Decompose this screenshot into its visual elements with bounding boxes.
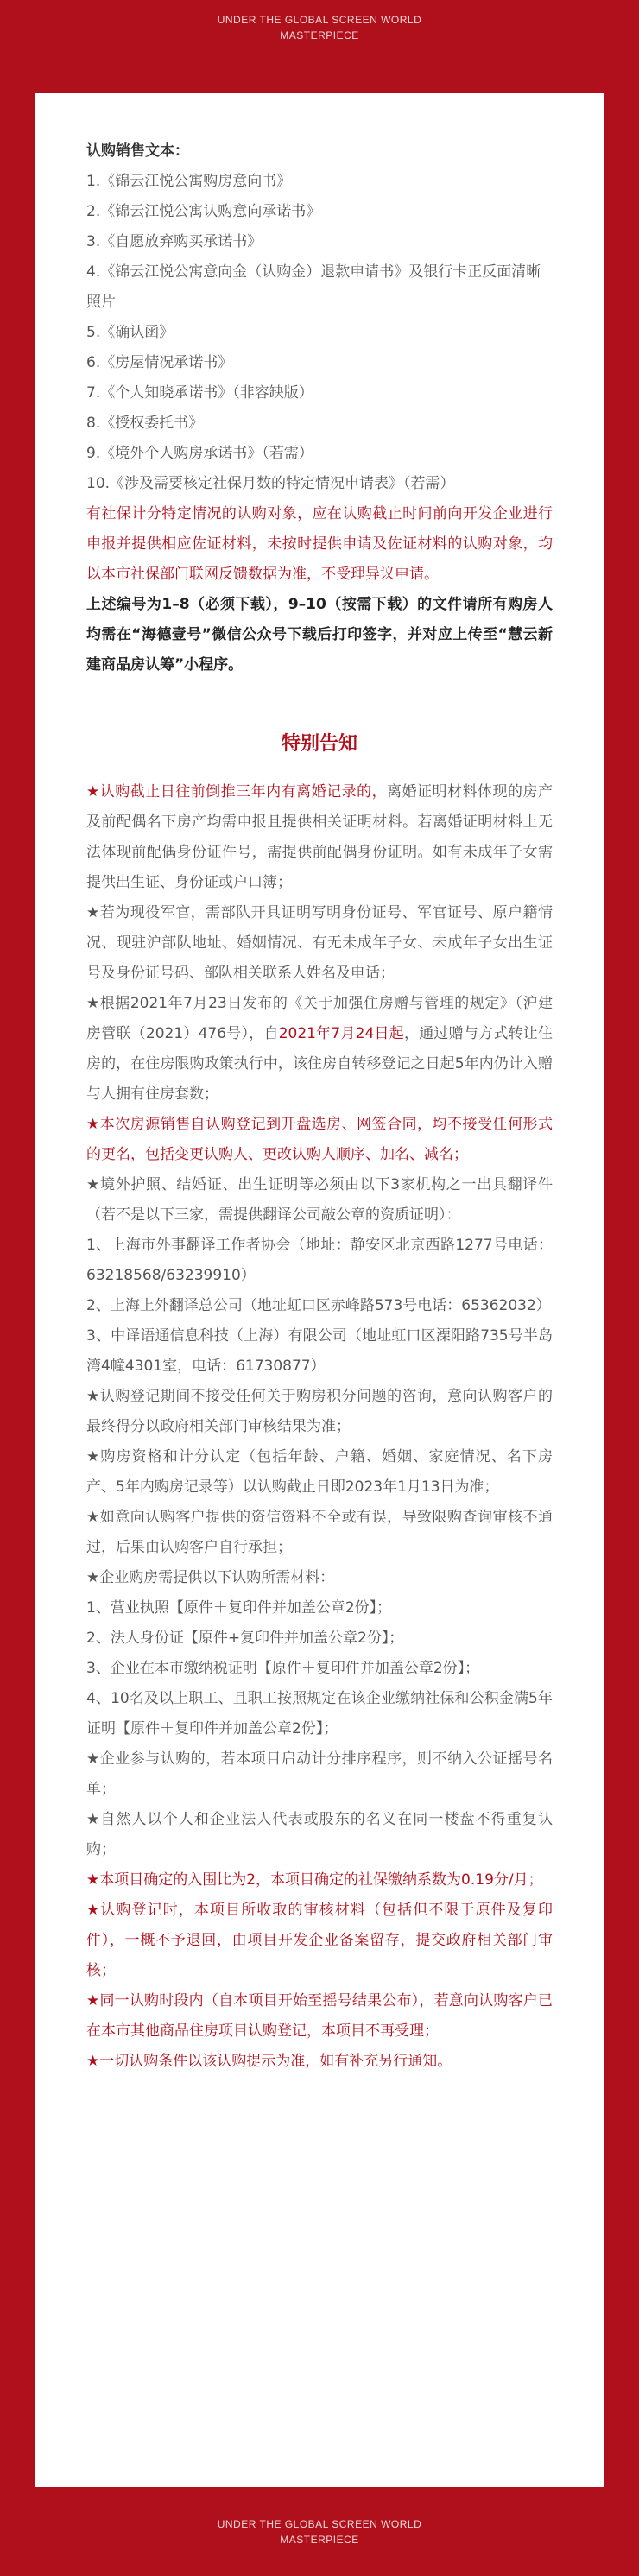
notice-same-period: ★同一认购时段内（自本项目开始至摇号结果公布），若意向认购客户已在本市其他商品住房项目认购登记，本项目不再受理；	[86, 1992, 553, 2040]
notice-no-rename: ★本次房源销售自认购登记到开盘选房、网签合同，均不接受任何形式的更名，包括变更认购人、更改认购人顺序、加名、减名；	[86, 1116, 553, 1163]
translation-agency: 1、上海市外事翻译工作者协会（地址：静安区北京西路1277号电话：63218568/63239910）	[86, 1237, 553, 1284]
notice-divorce-highlight: ★认购截止日往前倒推三年内有离婚记录的，	[86, 783, 388, 801]
translation-agency: 2、上海上外翻译总公司（地址虹口区赤峰路573号电话：65362032）	[86, 1297, 551, 1314]
doc-item: 9.《境外个人购房承诺书》（若需）	[86, 445, 313, 462]
notice-enterprise-lottery: ★企业参与认购的，若本项目启动计分排序程序，则不纳入公证摇号名单；	[86, 1750, 553, 1798]
doc-item: 7.《个人知晓承诺书》（非容缺版）	[86, 384, 313, 402]
notice-materials-retained: ★认购登记时，本项目所收取的审核材料（包括但不限于原件及复印件），一概不予退回，由项目开发企业备案留存，提交政府相关部门审核；	[86, 1902, 553, 1979]
footer-banner	[0, 2516, 639, 2548]
docs-title: 认购销售文本：	[86, 142, 189, 160]
translation-agency: 3、中译语通信息科技（上海）有限公司（地址虹口区溧阳路735号半岛湾4幢4301室，电话：61730877）	[86, 1327, 553, 1375]
notice-enterprise-materials: ★企业购房需提供以下认购所需材料：	[86, 1569, 335, 1586]
notice-no-duplicate: ★自然人以个人和企业法人代表或股东的名义在同一楼盘不得重复认购；	[86, 1811, 553, 1858]
notice-ratio: ★本项目确定的入围比为2，本项目确定的社保缴纳系数为0.19分/月；	[86, 1871, 543, 1889]
notice-incomplete-info: ★如意向认购客户提供的资信资料不全或有误，导致限购查询审核不通过，后果由认购客户自行承担；	[86, 1509, 553, 1556]
notice-no-consult: ★认购登记期间不接受任何关于购房积分问题的咨询，意向认购客户的最终得分以政府相关部门审核结果为准；	[86, 1388, 553, 1435]
download-note: 上述编号为1–8（必须下载），9–10（按需下载）的文件请所有购房人均需在“海德壹号”微信公众号下载后打印签字，并对应上传至“慧云新建商品房认筹”小程序。	[86, 596, 553, 674]
doc-item: 5.《确认函》	[86, 324, 174, 341]
doc-item: 4.《锦云江悦公寓意向金（认购金）退款申请书》及银行卡正反面清晰照片	[86, 263, 541, 311]
footer-line1: UNDER THE GLOBAL SCREEN WORLD	[217, 2518, 422, 2530]
notice-translation: ★境外护照、结婚证、出生证明等必须由以下3家机构之一出具翻译件（若不是以下三家，需提供翻译公司敲公章的资质证明）：	[86, 1176, 553, 1224]
enterprise-item: 3、企业在本市缴纳税证明【原件＋复印件并加盖公章2份】；	[86, 1660, 480, 1677]
special-notice-title: 特别告知	[281, 733, 357, 755]
doc-item: 2.《锦云江悦公寓认购意向承诺书》	[86, 203, 321, 220]
content-card	[35, 93, 604, 2487]
notice-divorce	[86, 777, 553, 898]
notice-gift-text-a: ★根据2021年7月23日发布的《关于加强住房赠与管理的规定》（沪建房管联（2021）476号），自	[86, 995, 553, 1042]
notice-military: ★若为现役军官，需部队开具证明写明身份证号、军官证号、原户籍情况、现驻沪部队地址、婚姻情况、有无未成年子女、未成年子女出生证号及身份证号码、部队相关联系人姓名及电话；	[86, 904, 553, 982]
social-note: 有社保计分特定情况的认购对象，应在认购截止时间前向开发企业进行申报并提供相应佐证材料，未按时提供申请及佐证材料的认购对象，均以本市社保部门联网反馈数据为准，不受理异议申请。	[86, 505, 553, 583]
header-line1: UNDER THE GLOBAL SCREEN WORLD	[217, 14, 422, 26]
doc-item: 6.《房屋情况承诺书》	[86, 354, 233, 371]
header-line2: MASTERPIECE	[280, 29, 359, 41]
notice-gift-text-b: ，通过赠与方式转让住房的，在住房限购政策执行中，该住房自转移登记之日起5年内仍计入赠与人拥有住房套数；	[86, 1025, 554, 1103]
notice-gift	[86, 989, 553, 1110]
notice-final: ★一切认购条件以该认购提示为准，如有补充另行通知。	[86, 2053, 452, 2070]
enterprise-item: 2、法人身份证【原件+复印件并加盖公章2份】；	[86, 1630, 404, 1647]
notice-eligibility-date: ★购房资格和计分认定（包括年龄、户籍、婚姻、家庭情况、名下房产、5年内购房记录等）以认购截止日即2023年1月13日为准；	[86, 1448, 553, 1496]
enterprise-item: 4、10名及以上职工、且职工按照规定在该企业缴纳社保和公积金满5年证明【原件＋复印件并加盖公章2份】；	[86, 1690, 553, 1737]
footer-line2: MASTERPIECE	[280, 2534, 359, 2546]
enterprise-item: 1、营业执照【原件＋复印件并加盖公章2份】；	[86, 1599, 392, 1617]
doc-item: 8.《授权委托书》	[86, 415, 204, 432]
notice-gift-date: 2021年7月24日起	[278, 1025, 404, 1042]
header-banner	[0, 12, 639, 43]
doc-item: 3.《自愿放弃购买承诺书》	[86, 233, 263, 250]
doc-item: 1.《锦云江悦公寓购房意向书》	[86, 173, 292, 190]
notice-divorce-text: 离婚证明材料体现的房产及前配偶名下房产均需申报且提供相关证明材料。若离婚证明材料上无法体现前配偶身份证件号，需提供前配偶身份证明。如有未成年子女需提供出生证、身份证或户口簿；	[86, 783, 553, 891]
doc-item: 10.《涉及需要核定社保月数的特定情况申请表》（若需）	[86, 475, 455, 492]
